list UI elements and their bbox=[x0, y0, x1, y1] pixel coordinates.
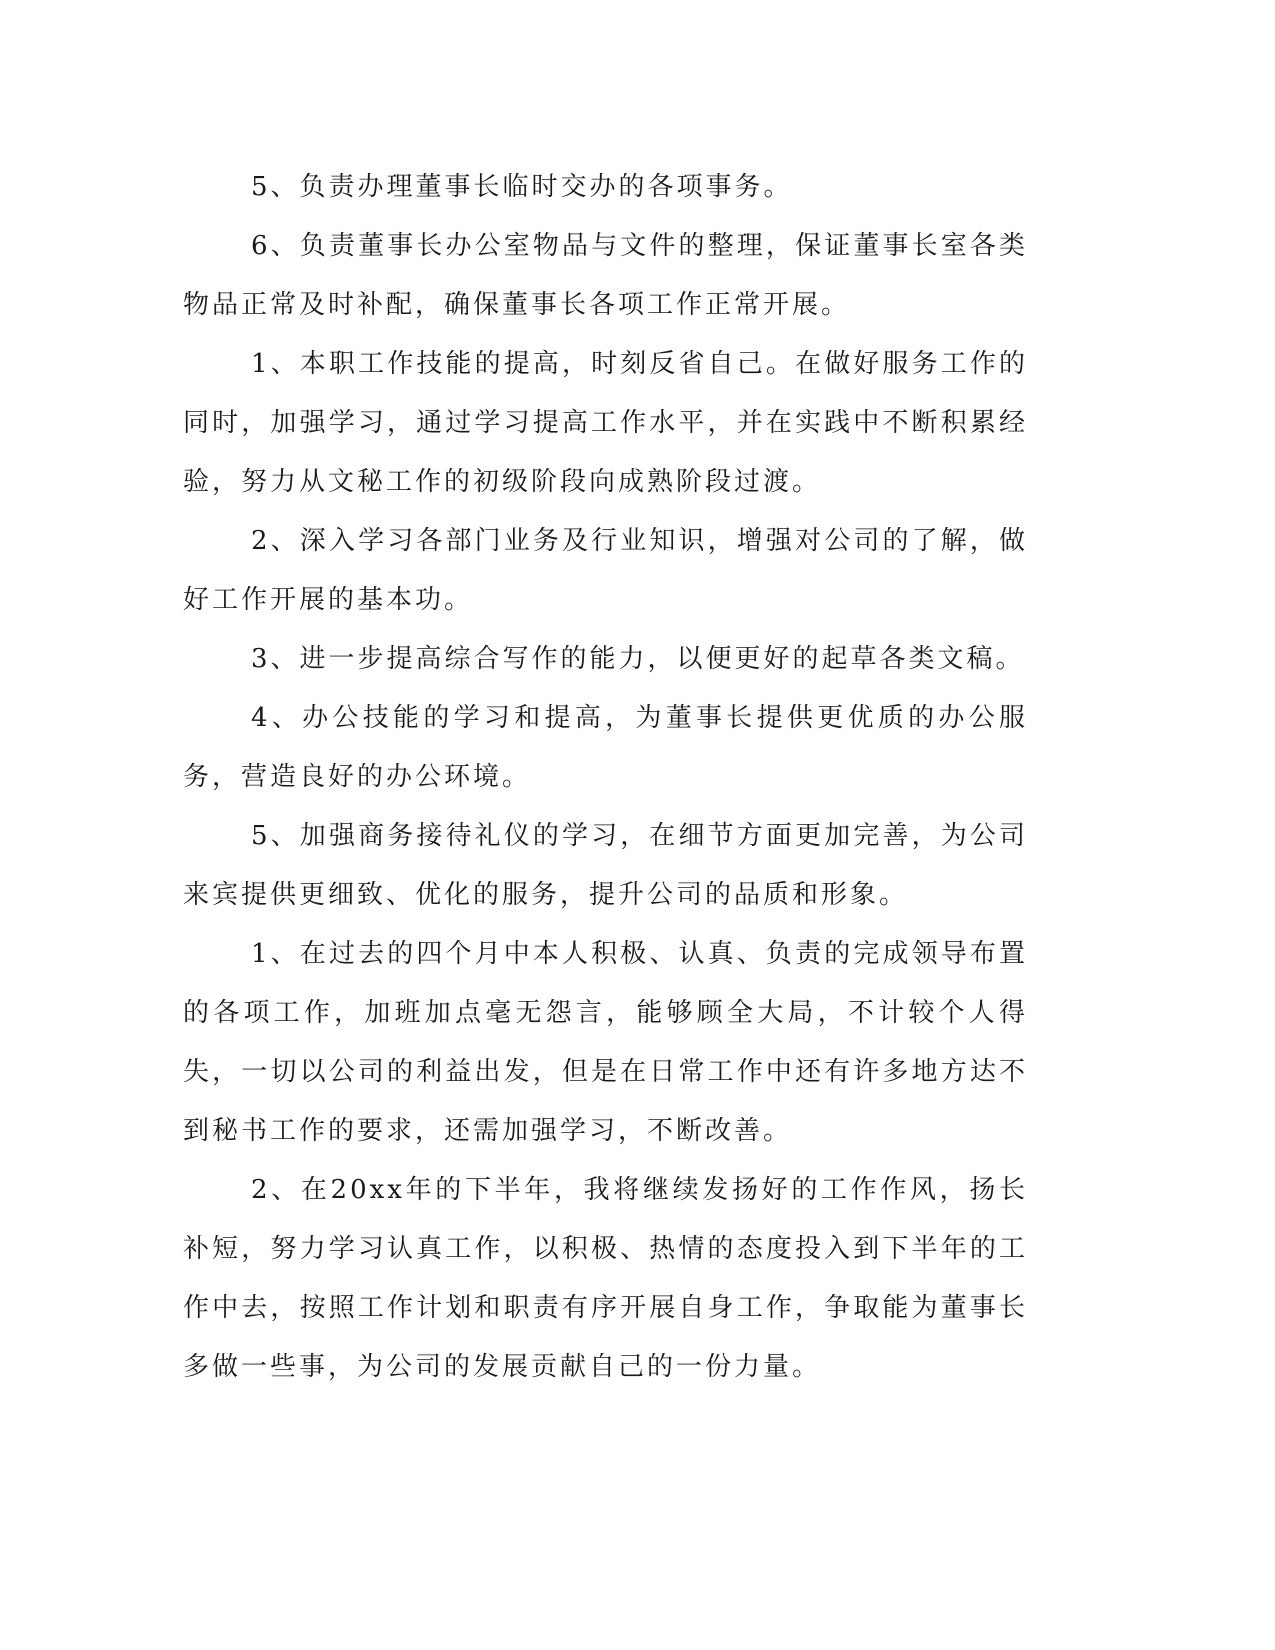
paragraph-duty-6: 6、负责董事长办公室物品与文件的整理，保证董事长室各类物品正常及时补配，确保董事长各项工作正常开展。 bbox=[183, 231, 1028, 320]
paragraph-plan-2: 2、深入学习各部门业务及行业知识，增强对公司的了解，做好工作开展的基本功。 bbox=[183, 526, 1028, 615]
paragraph-plan-3: 3、进一步提高综合写作的能力，以便更好的起草各类文稿。 bbox=[251, 644, 1025, 674]
paragraph-summary-1: 1、在过去的四个月中本人积极、认真、负责的完成领导布置的各项工作，加班加点毫无怨言，能够顾全大局，不计较个人得失，一切以公司的利益出发，但是在日常工作中还有许多地方达不到秘书工作的要求，还需加强学习，不断改善。 bbox=[183, 939, 1028, 1146]
paragraph-duty-5: 5、负责办理董事长临时交办的各项事务。 bbox=[251, 172, 793, 202]
paragraph-summary-2: 2、在20xx年的下半年，我将继续发扬好的工作作风，扬长补短，努力学习认真工作，以积极、热情的态度投入到下半年的工作中去，按照工作计划和职责有序开展自身工作，争取能为董事长多做一些事，为公司的发展贡献自己的一份力量。 bbox=[183, 1175, 1028, 1382]
paragraph-plan-4: 4、办公技能的学习和提高，为董事长提供更优质的办公服务，营造良好的办公环境。 bbox=[183, 703, 1028, 792]
paragraph-plan-5: 5、加强商务接待礼仪的学习，在细节方面更加完善，为公司来宾提供更细致、优化的服务，提升公司的品质和形象。 bbox=[183, 821, 1028, 910]
document-body bbox=[183, 158, 1028, 1397]
paragraph-plan-1: 1、本职工作技能的提高，时刻反省自己。在做好服务工作的同时，加强学习，通过学习提高工作水平，并在实践中不断积累经验，努力从文秘工作的初级阶段向成熟阶段过渡。 bbox=[183, 349, 1028, 497]
